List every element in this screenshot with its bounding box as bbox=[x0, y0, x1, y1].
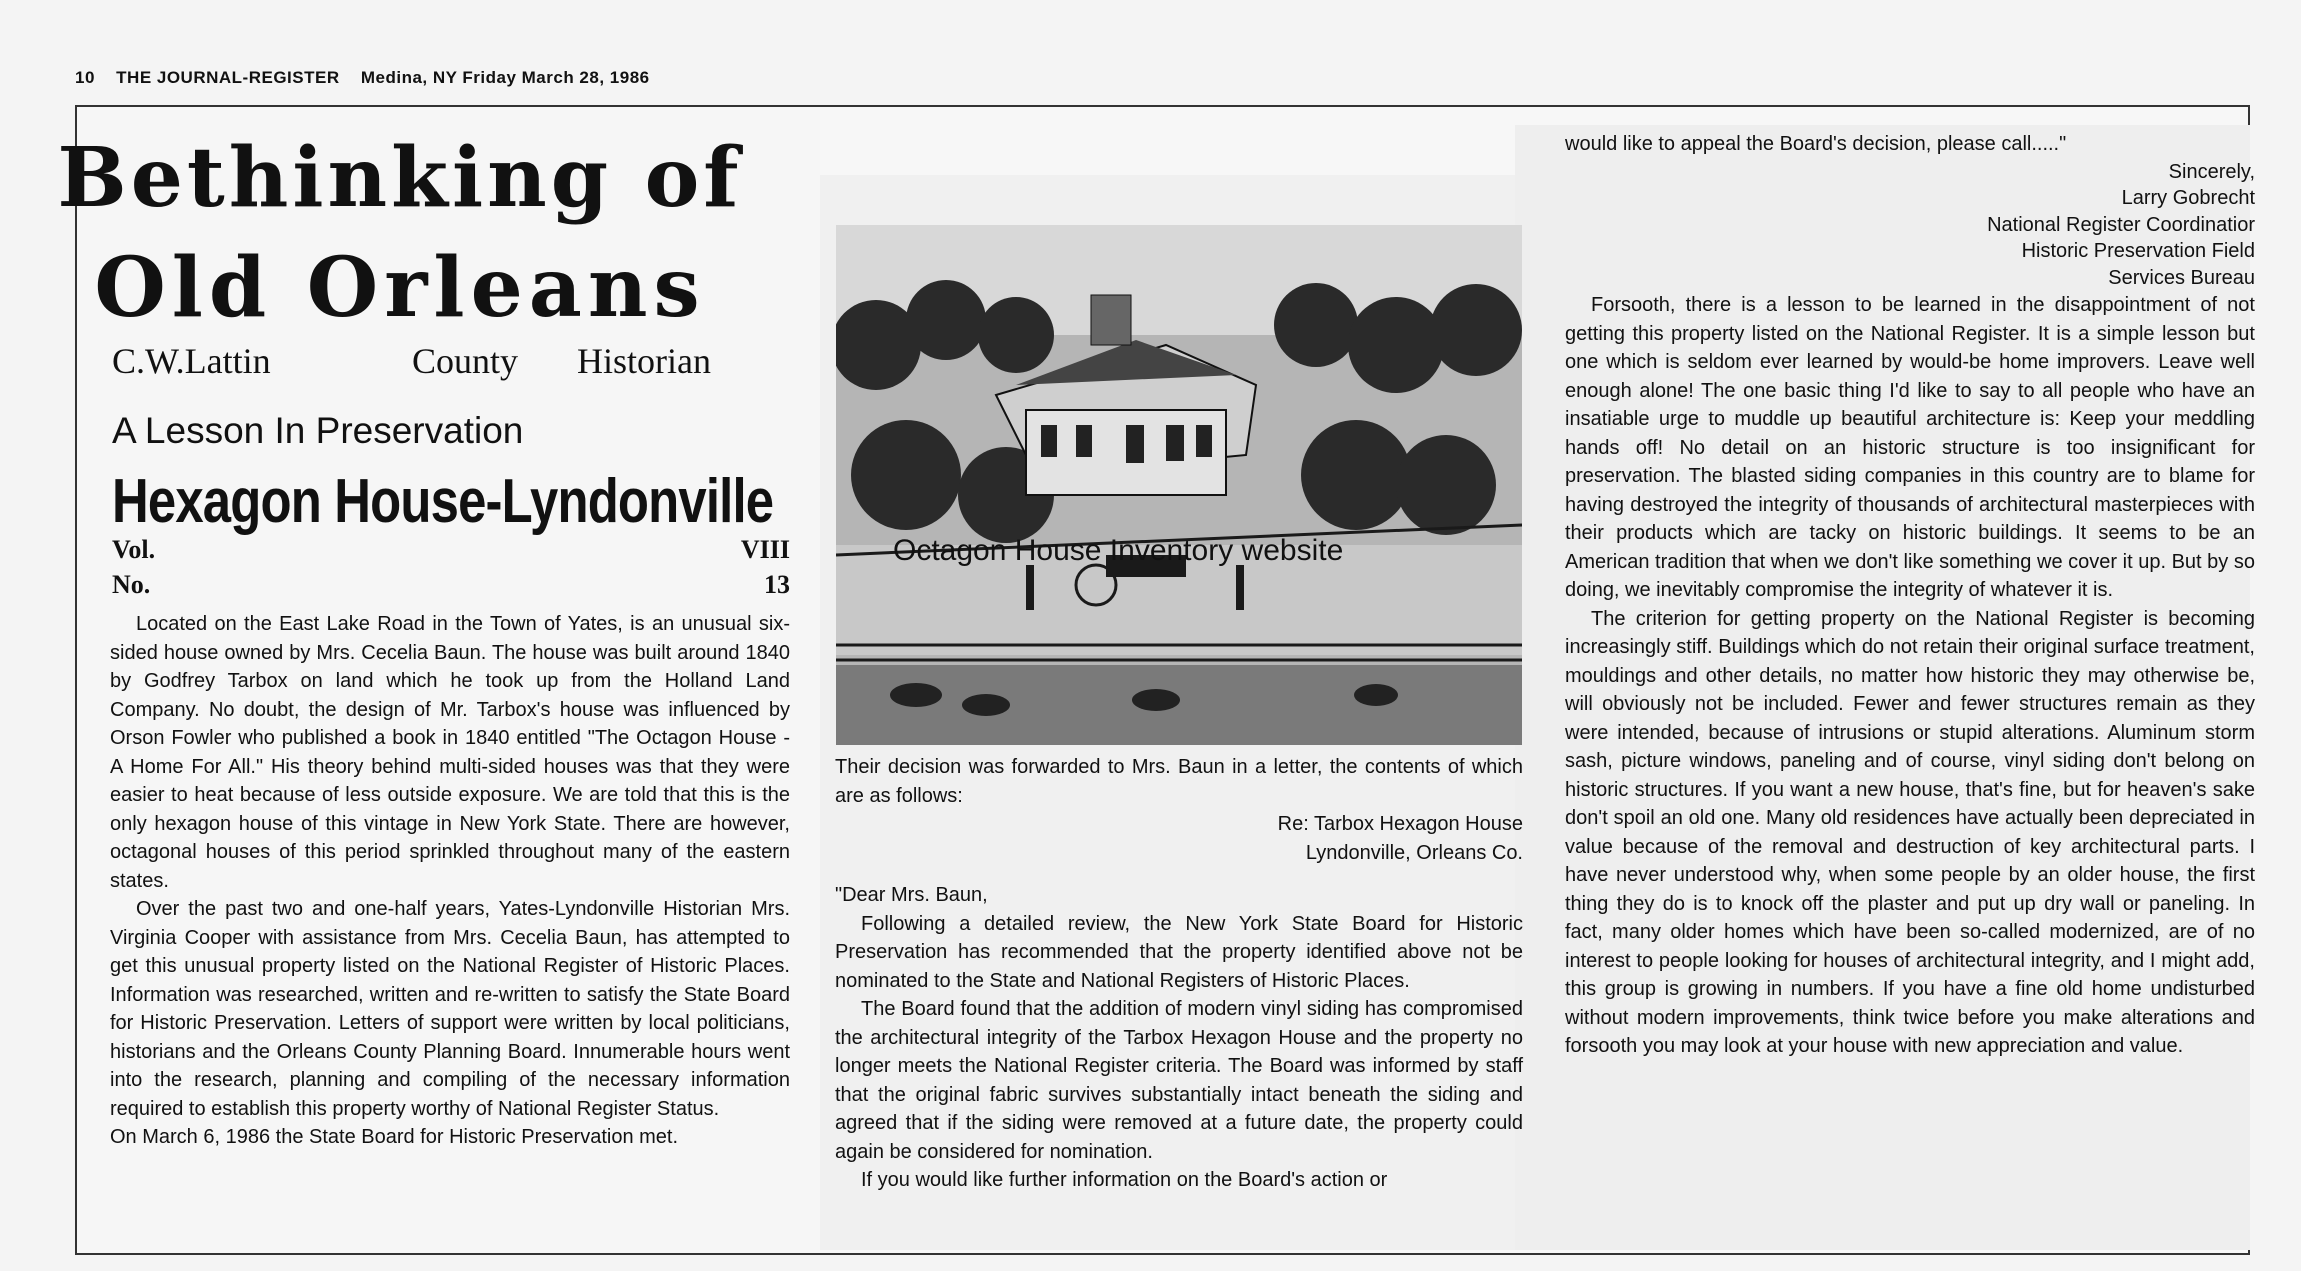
author-role-county: County bbox=[412, 341, 519, 381]
signature-line: Sincerely, bbox=[2168, 160, 2255, 183]
volume-line bbox=[112, 535, 790, 565]
letter-re-line2: Lyndonville, Orleans Co. bbox=[1305, 841, 1523, 864]
signature-line: Larry Gobrecht bbox=[2121, 187, 2255, 209]
signature-line: Services Bureau bbox=[2108, 266, 2255, 289]
author-name: C.W.Lattin bbox=[112, 341, 271, 381]
kicker: A Lesson In Preservation bbox=[112, 410, 524, 451]
issue-label: No. bbox=[112, 570, 151, 599]
newspaper-name: THE JOURNAL-REGISTER bbox=[116, 68, 340, 87]
signature-line: National Register Coordinatior bbox=[1987, 213, 2255, 236]
author-role-historian: Historian bbox=[577, 341, 711, 381]
signature-line: Historic Preservation Field bbox=[2021, 240, 2255, 262]
column-1-text bbox=[110, 610, 790, 1152]
image-caption: Octagon House Inventory website bbox=[893, 534, 1344, 567]
column-2-text bbox=[835, 753, 1523, 1195]
hexagon-house-illustration bbox=[836, 225, 1522, 745]
headline: Hexagon House-Lyndonville bbox=[112, 467, 774, 536]
paragraph: If you would like further information on the Board's action or bbox=[861, 1169, 1388, 1191]
paragraph: Over the past two and one-half years, Yates-Lyndonville Historian Mrs. Virginia Cooper with assistance from Mrs. Cecelia Baun, has attempted to get this unusual property listed on the National Register of Historic Places. Information was researched, written and re-written to satisfy the State Board for Historic Preservation. Letters of support were written by local politicians, historians and the Orleans County Planning Board. Innumerable hours went into the research, planning and compiling of the necessary information required to establish this property worthy of National Register Status. bbox=[110, 898, 790, 1120]
issue-value: 13 bbox=[764, 570, 790, 599]
paragraph: Located on the East Lake Road in the Town of Yates, is an unusual six-sided house owned by Mrs. Cecelia Baun. The house was built around 1840 by Godfrey Tarbox on land which he took up from the Holland Land Company. No doubt, the design of Mr. Tarbox's house was influenced by Orson Fowler who published a book in 1840 entitled "The Octagon House - A Home For All." His theory behind multi-sided houses was that they were easier to heat because of less outside exposure. We are told that this is the only hexagon house of this vintage in New York State. There are however, octagonal houses of this period sprinkled throughout many of the eastern states. bbox=[110, 613, 790, 892]
masthead-title-line2: Old Orleans bbox=[94, 240, 706, 336]
paragraph: Their decision was forwarded to Mrs. Baun in a letter, the contents of which are as follows: bbox=[835, 756, 1523, 807]
issue-line bbox=[112, 570, 790, 600]
paragraph: The Board found that the addition of modern vinyl siding has compromised the architectural integrity of the Tarbox Hexagon House and the property no longer meets the National Register criteria. The Board was informed by staff that the original fabric survives substantially intact beneath the siding and agreed that if the siding were removed at a future date, the property could again be considered for nomination. bbox=[835, 998, 1523, 1163]
paragraph: Following a detailed review, the New York State Board for Historic Preservation has recommended that the property identified above not be nominated to the State and National Registers of Historic Places. bbox=[835, 912, 1523, 992]
paragraph: Forsooth, there is a lesson to be learned in the disappointment of not getting this property listed on the National Register. It is a simple lesson but one which is seldom ever learned by would-be home improvers. Leave well enough alone! The one basic thing I'd like to say to all people who have an insatiable urge to muddle up beautiful architecture is: Keep your meddling hands off! No detail on an historic structure is too insignificant for preservation. The blasted siding companies in this country are to blame for having destroyed the integrity of thousands of architectural masterpieces with their products which are tacky on historic buildings. It seems to be an American tradition that when we don't like something we cover it up. But by so doing, we inevitably compromise the integrity of whatever it is. bbox=[1565, 294, 2255, 601]
paragraph: The criterion for getting property on the National Register is becoming increasingly stiff. Buildings which do not retain their original surface treatment, mouldings and other details, no matter how historic they may otherwise be, will obviously not be included. Fewer and fewer structures remain as they were intended, because of intrusions or stupid alterations. Aluminum storm sash, picture windows, paneling and of course, vinyl siding don't belong on historic structures. If you want a new house, that's fine, but for heaven's sake don't spoil an old one. Many old residences have actually been depreciated in value because of the removal and destruction of key architectural parts. I have never understood why, when some people by an older house, the first thing they do is to knock off the plaster and put up dry wall or paneling. In fact, many older homes which have been so-called modernized, are of no interest to people looking for houses of architectural integrity, and I might add, this group is growing in numbers. If you have a fine old home undisturbed without modern improvements, think twice before you make alterations and forsooth you may look at your house with new appreciation and value. bbox=[1565, 607, 2255, 1057]
column-3-text bbox=[1565, 130, 2255, 1061]
paragraph: would like to appeal the Board's decision, please call....." bbox=[1565, 133, 2067, 155]
letter-salutation: "Dear Mrs. Baun, bbox=[835, 884, 988, 906]
masthead-title-line1: Bethinking of bbox=[57, 130, 743, 226]
volume-value: VIII bbox=[740, 535, 790, 564]
page-number: 10 bbox=[75, 68, 95, 87]
paragraph: On March 6, 1986 the State Board for Historic Preservation met. bbox=[110, 1126, 679, 1148]
dateline: Medina, NY Friday March 28, 1986 bbox=[360, 68, 650, 87]
volume-label: Vol. bbox=[112, 535, 156, 564]
page-header bbox=[75, 68, 666, 88]
letter-re-line1: Re: Tarbox Hexagon House bbox=[1277, 813, 1523, 835]
